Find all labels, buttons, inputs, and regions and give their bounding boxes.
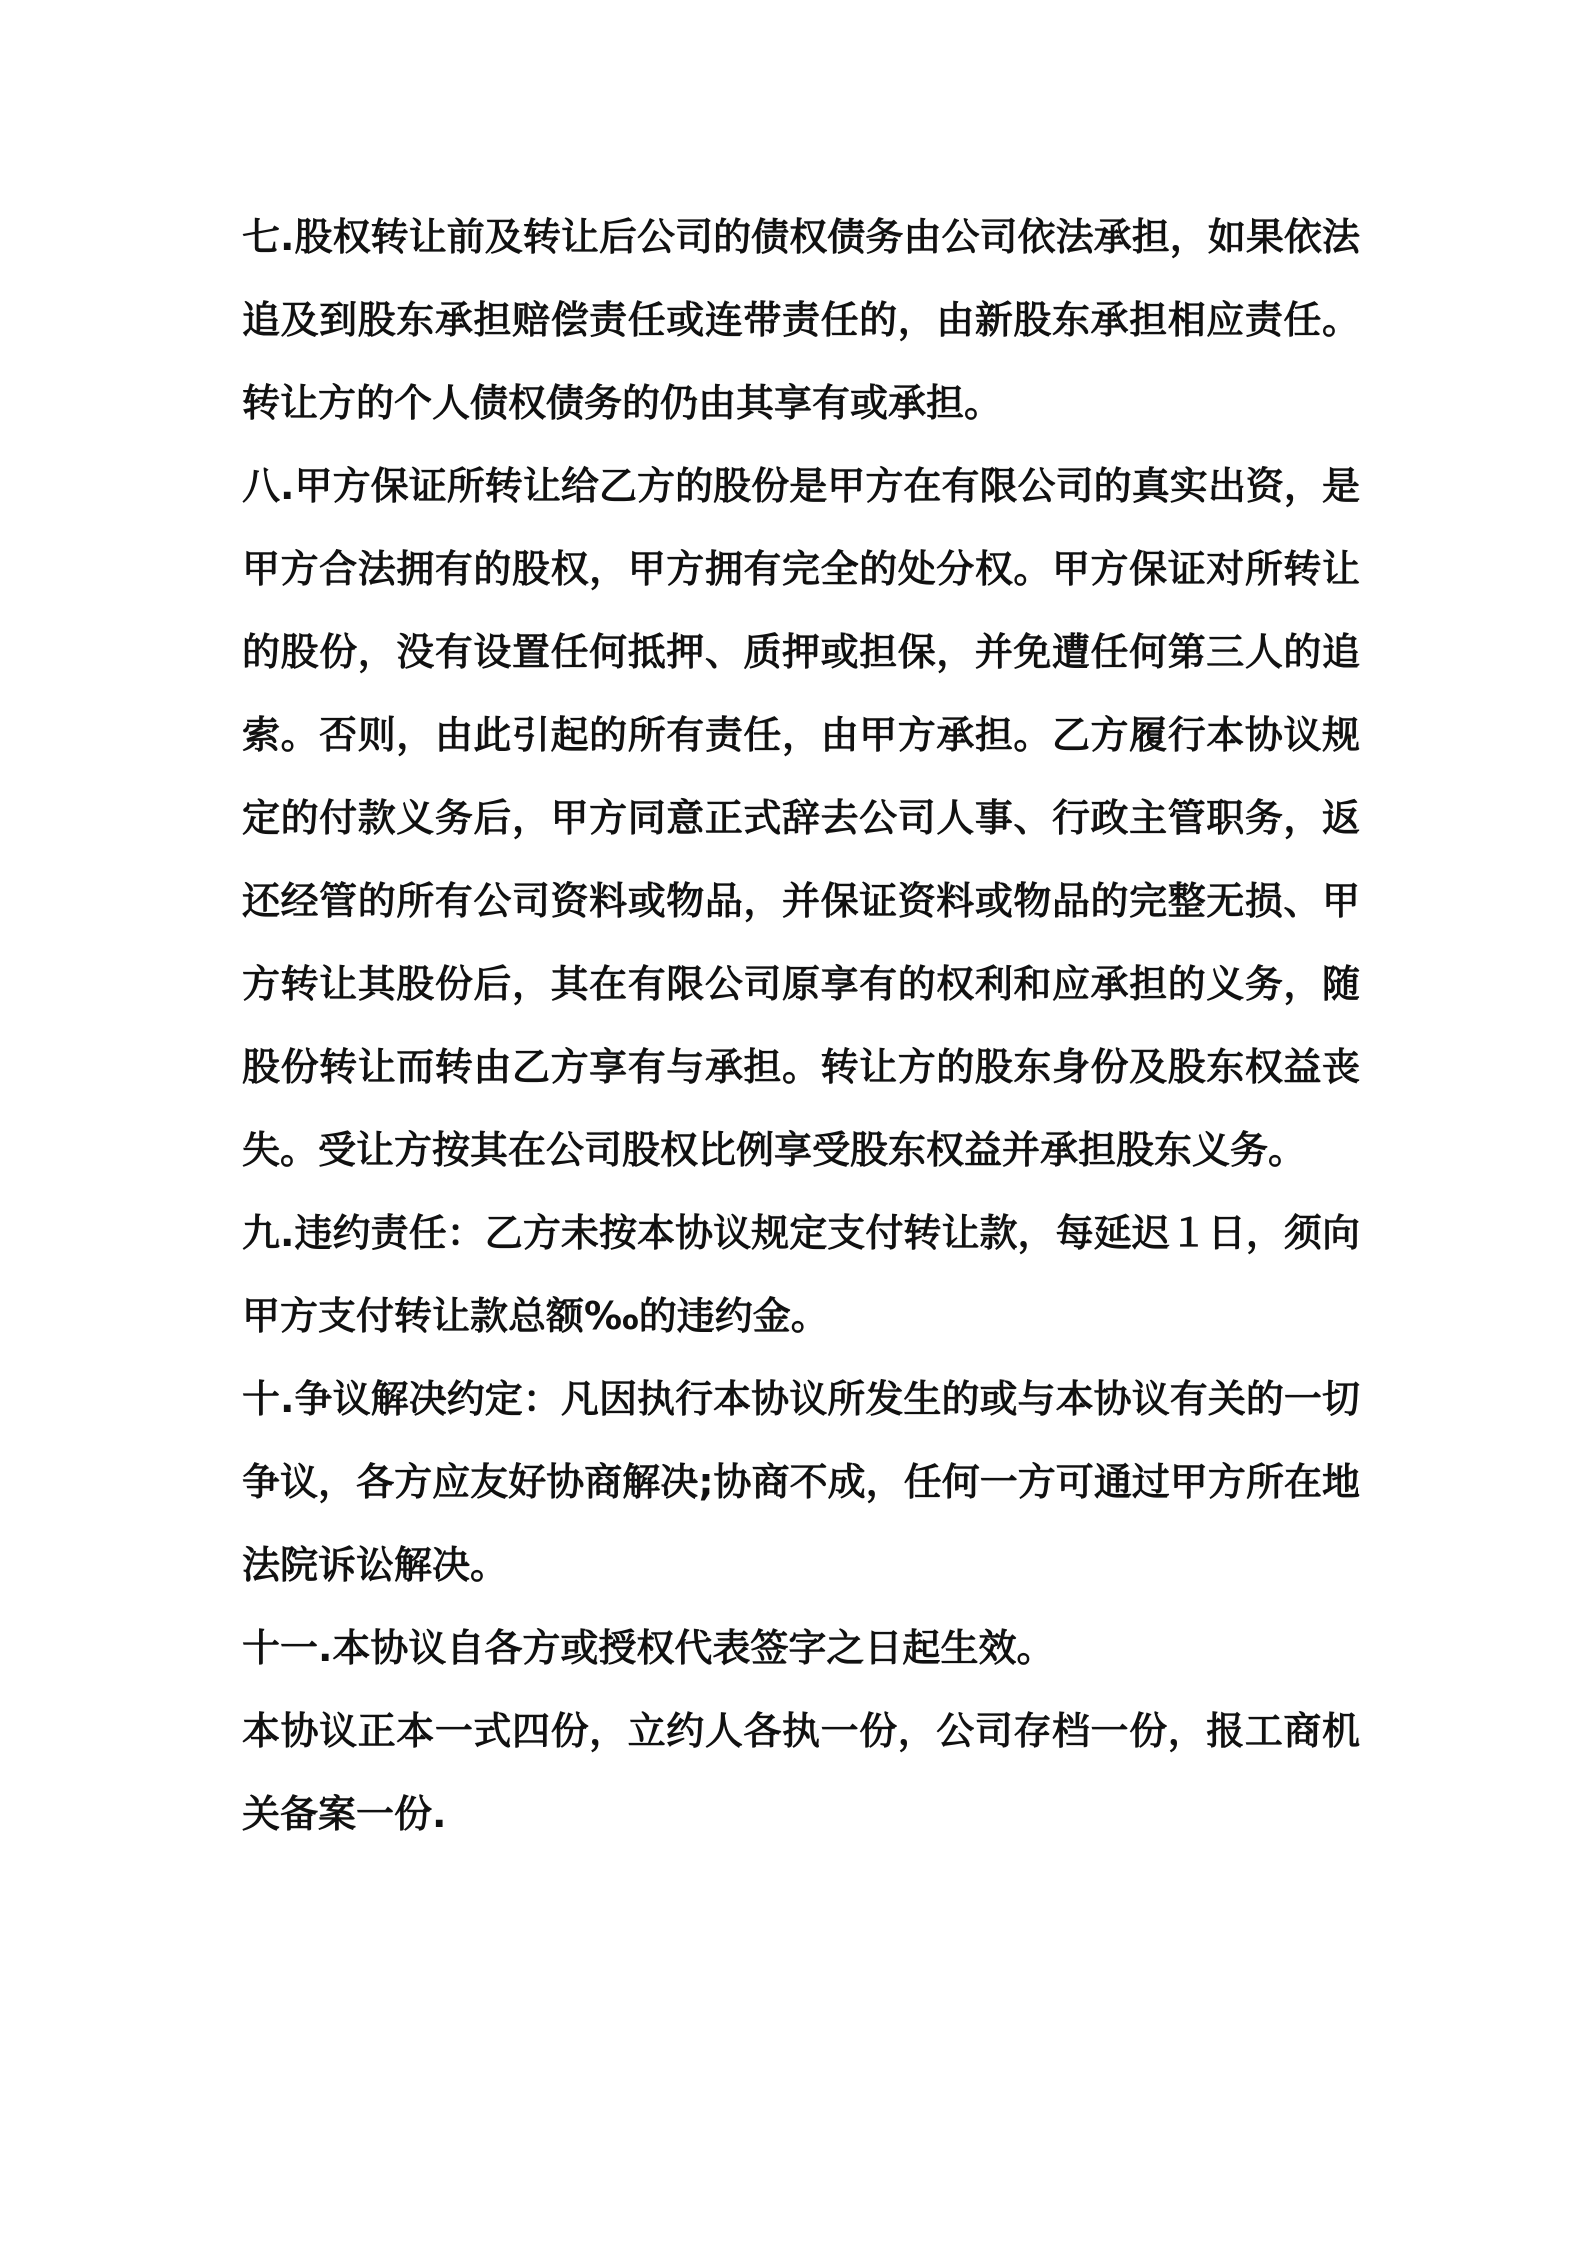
clause-7-paragraph: 七.股权转让前及转让后公司的债权债务由公司依法承担，如果依法追及到股东承担赔偿责任或连带责任的，由新股东承担相应责任。转让方的个人债权债务的仍由其享有或承担。 — [242, 215, 1360, 425]
document-body — [242, 196, 1360, 1856]
clause-10-paragraph: 十.争议解决约定：凡因执行本协议所发生的或与本协议有关的一切争议，各方应友好协商解决;协商不成，任何一方可通过甲方所在地法院诉讼解决。 — [242, 1377, 1360, 1587]
clause-11-paragraph: 十一.本协议自各方或授权代表签字之日起生效。 — [242, 1626, 1055, 1670]
clause-8-paragraph: 八.甲方保证所转让给乙方的股份是甲方在有限公司的真实出资，是甲方合法拥有的股权，甲方拥有完全的处分权。甲方保证对所转让的股份，没有设置任何抵押、质押或担保，并免遭任何第三人的追索。否则，由此引起的所有责任，由甲方承担。乙方履行本协议规定的付款义务后，甲方同意正式辞去公司人事、行政主管职务，返还经管的所有公司资料或物品，并保证资料或物品的完整无损、甲方转让其股份后，其在有限公司原享有的权利和应承担的义务，随股份转让而转由乙方享有与承担。转让方的股东身份及股东权益丧失。受让方按其在公司股权比例享受股东权益并承担股东义务。 — [242, 464, 1360, 1172]
copies-paragraph: 本协议正本一式四份，立约人各执一份，公司存档一份，报工商机关备案一份. — [242, 1709, 1360, 1836]
clause-9-paragraph: 九.违约责任：乙方未按本协议规定支付转让款，每延迟１日，须向甲方支付转让款总额‰的违约金。 — [242, 1211, 1360, 1338]
